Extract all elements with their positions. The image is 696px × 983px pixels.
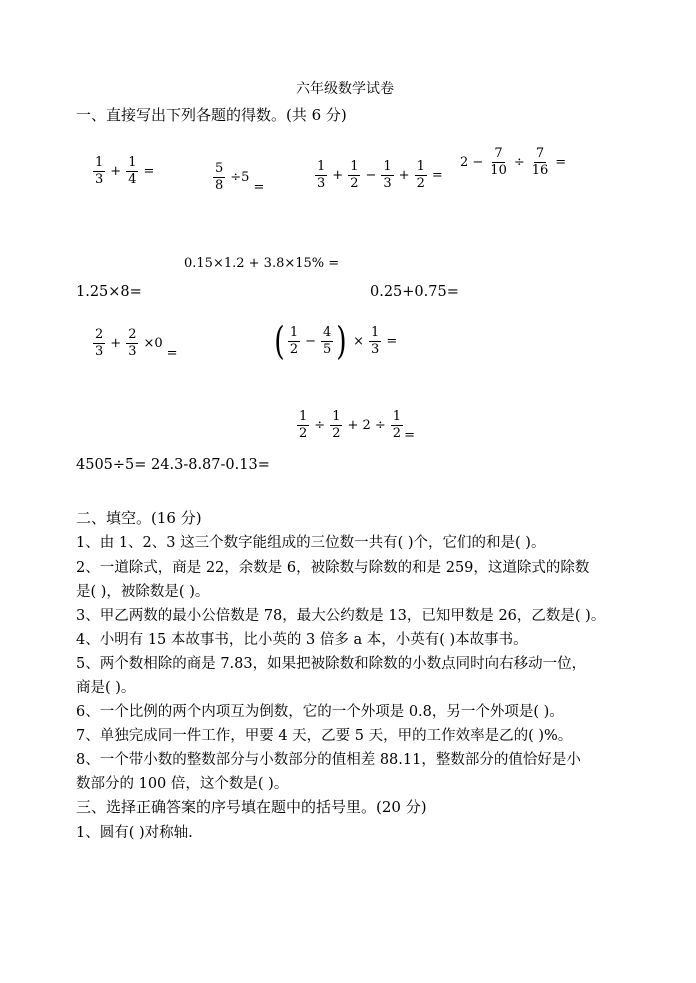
page-title: 六年级数学试卷 bbox=[296, 81, 394, 97]
section1-heading: 一、直接写出下列各题的得数。(共 6 分) bbox=[76, 106, 347, 124]
fraction: $\frac{1}{2}$ bbox=[392, 409, 402, 441]
choice-question-1: 1、圆有( )对称轴. bbox=[76, 825, 193, 841]
fill-line: 2、一道除式，商是 22，余数是 6，被除数与除数的和是 259，这道除式的除数 bbox=[76, 560, 590, 576]
section3-heading: 三、选择正确答案的序号填在题中的括号里。(20 分) bbox=[76, 798, 427, 816]
expr-1: $\frac{1}{3}$ + $\frac{1}{4}$ = bbox=[95, 155, 155, 187]
expr-10: $\frac{1}{2}$ ÷ $\frac{1}{2}$ + 2 ÷ $\frac{1}{2}$ = bbox=[299, 409, 415, 443]
fraction: $\frac{1}{3}$ bbox=[95, 155, 104, 187]
fill-line: 6、一个比例的两个内项互为倒数，它的一个外项是 0.8，另一个外项是( )。 bbox=[76, 704, 564, 720]
fraction: $\frac{1}{3}$ bbox=[383, 159, 392, 191]
fill-line: 7、单独完成同一件工作，甲要 4 天，乙要 5 天，甲的工作效率是乙的( )%。 bbox=[76, 728, 573, 744]
fraction: $\frac{2}{3}$ bbox=[128, 327, 137, 359]
expr-3: $\frac{1}{3}$ + $\frac{1}{2}$ − $\frac{1}{3}$ + $\frac{1}{2}$ = bbox=[317, 159, 443, 191]
fill-line: 4、小明有 15 本故事书，比小英的 3 倍多 a 本，小英有( )本故事书。 bbox=[76, 632, 528, 648]
fraction: $\frac{1}{4}$ bbox=[128, 155, 137, 187]
expr-11: 4505÷5= 24.3-8.87-0.13= bbox=[76, 457, 270, 473]
fraction: $\frac{1}{3}$ bbox=[317, 159, 326, 191]
fill-line: 3、甲乙两数的最小公倍数是 78，最大公约数是 13，已知甲数是 26，乙数是( )。 bbox=[76, 608, 606, 624]
expr-2: $\frac{5}{8}$ ÷5= bbox=[215, 161, 265, 195]
fill-line: 是( )，被除数是( )。 bbox=[76, 584, 210, 600]
fraction: $\frac{1}{2}$ bbox=[289, 324, 299, 357]
fraction: $\frac{1}{2}$ bbox=[332, 409, 341, 441]
section2-heading: 二、填空。(16 分) bbox=[76, 509, 202, 527]
fraction: $\frac{1}{2}$ bbox=[416, 159, 425, 191]
expr-7: 0.25+0.75= bbox=[370, 284, 459, 300]
expr-9: ( $\frac{1}{2}$ − $\frac{4}{5}$ ) × $\frac{1}{3}$ = bbox=[274, 319, 398, 363]
fill-line: 5、两个数相除的商是 7.83，如果把被除数和除数的小数点同时向右移动一位， bbox=[76, 656, 587, 672]
fraction: $\frac{7}{10}$ bbox=[490, 146, 507, 178]
fill-line: 1、由 1、2、3 这三个数字能组成的三位数一共有( )个，它们的和是( )。 bbox=[76, 535, 546, 551]
fraction: $\frac{7}{16}$ bbox=[531, 146, 549, 178]
expr-5: 0.15×1.2 + 3.8×15% = bbox=[184, 256, 340, 271]
fraction: $\frac{5}{8}$ bbox=[215, 161, 224, 193]
fraction: $\frac{1}{2}$ bbox=[350, 159, 359, 191]
fill-line: 数部分的 100 倍，这个数是( )。 bbox=[76, 776, 289, 792]
expr-8: $\frac{2}{3}$ + $\frac{2}{3}$ ×0= bbox=[95, 327, 178, 361]
fill-line: 8、一个带小数的整数部分与小数部分的值相差 88.11，整数部分的值恰好是小 bbox=[76, 752, 581, 768]
fraction: $\frac{4}{5}$ bbox=[323, 324, 332, 357]
fraction: $\frac{1}{3}$ bbox=[371, 324, 380, 357]
fill-line: 商是( )。 bbox=[76, 680, 136, 696]
fraction: $\frac{1}{2}$ bbox=[299, 409, 308, 441]
fraction: $\frac{2}{3}$ bbox=[95, 327, 104, 359]
expr-6: 1.25×8= bbox=[76, 284, 142, 300]
expr-4: 2 − $\frac{7}{10}$ ÷ $\frac{7}{16}$ = bbox=[460, 146, 567, 178]
